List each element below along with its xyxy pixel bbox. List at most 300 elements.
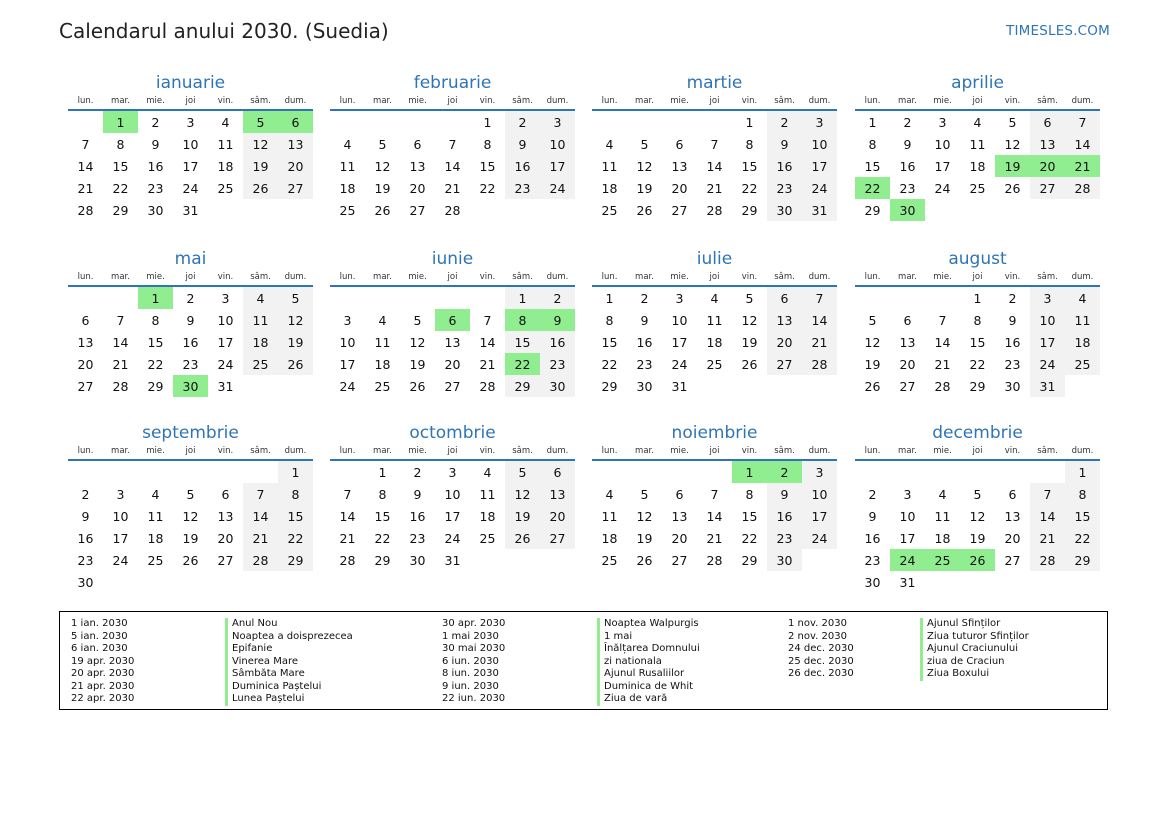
day-cell: 13 [899, 334, 916, 350]
day-cell: 13 [278, 133, 313, 155]
weekday-label: lun. [855, 96, 890, 110]
day-cell: 19 [409, 356, 426, 372]
day-cell: 22 [147, 356, 164, 372]
day-cell: 21 [77, 180, 94, 196]
empty-cell [68, 460, 103, 483]
empty-cell [470, 549, 505, 571]
day-cell: 3 [1030, 286, 1065, 309]
day-cell: 21 [479, 356, 496, 372]
day-cell: 12 [741, 312, 758, 328]
day-cell: 14 [1065, 133, 1100, 155]
day-cell: 4 [938, 486, 947, 502]
month-calendar [68, 424, 313, 593]
day-cell: 9 [767, 133, 802, 155]
empty-cell [890, 286, 925, 309]
day-cell: 11 [374, 334, 391, 350]
day-cell: 28 [706, 202, 723, 218]
empty-cell [173, 571, 208, 593]
day-cell: 14 [706, 508, 723, 524]
day-cell: 8 [868, 136, 877, 152]
day-cell: 22 [479, 180, 496, 196]
day-cell: 3 [802, 110, 837, 133]
day-cell: 14 [706, 158, 723, 174]
holiday-date: 1 nov. 2030 [788, 618, 847, 629]
weekday-label: vin. [208, 446, 243, 460]
day-cell: 20 [1004, 530, 1021, 546]
empty-cell [995, 571, 1030, 593]
day-cell: 6 [413, 136, 422, 152]
day-cell: 24 [540, 177, 575, 199]
day-cell: 17 [217, 334, 234, 350]
weekday-label: dum. [540, 272, 575, 286]
day-cell: 26 [960, 549, 995, 571]
day-cell: 21 [706, 530, 723, 546]
month-table [855, 96, 1100, 221]
day-cell: 12 [1004, 136, 1021, 152]
day-cell: 10 [444, 486, 461, 502]
day-cell: 3 [186, 114, 195, 130]
holiday-dates-column [788, 618, 854, 681]
day-cell: 27 [671, 202, 688, 218]
weekday-label: mie. [662, 96, 697, 110]
month-calendar [330, 74, 575, 221]
weekday-label: mar. [103, 272, 138, 286]
holiday-name: 1 mai [597, 631, 700, 644]
weekday-label: vin. [470, 272, 505, 286]
day-cell: 15 [505, 331, 540, 353]
weekday-label: joi [960, 272, 995, 286]
day-cell: 24 [934, 180, 951, 196]
day-cell: 8 [605, 312, 614, 328]
day-cell: 20 [899, 356, 916, 372]
day-cell: 15 [374, 508, 391, 524]
day-cell: 20 [1030, 155, 1065, 177]
empty-cell [400, 110, 435, 133]
holiday-name: Duminica de Whit [597, 681, 700, 694]
day-cell: 2 [413, 464, 422, 480]
day-cell: 27 [540, 527, 575, 549]
month-calendar [855, 74, 1100, 221]
day-cell: 12 [636, 508, 653, 524]
day-cell: 4 [243, 286, 278, 309]
holiday-name: Ajunul Sfinților [920, 618, 1029, 631]
day-cell: 22 [741, 180, 758, 196]
day-cell: 12 [182, 508, 199, 524]
month-table [330, 96, 575, 221]
month-name: aprilie [951, 73, 1004, 93]
day-cell: 16 [409, 508, 426, 524]
weekday-label: mar. [365, 446, 400, 460]
month-name: mai [174, 249, 207, 269]
day-cell: 4 [605, 486, 614, 502]
weekday-label: lun. [330, 446, 365, 460]
day-cell: 21 [934, 356, 951, 372]
weekday-label: dum. [278, 272, 313, 286]
day-cell: 7 [483, 312, 492, 328]
day-cell: 7 [243, 483, 278, 505]
day-cell: 21 [1030, 527, 1065, 549]
day-cell: 24 [339, 378, 356, 394]
day-cell: 4 [343, 136, 352, 152]
day-cell: 13 [409, 158, 426, 174]
day-cell: 4 [973, 114, 982, 130]
day-cell: 23 [767, 177, 802, 199]
weekday-label: mie. [662, 272, 697, 286]
empty-cell [103, 460, 138, 483]
day-cell: 5 [868, 312, 877, 328]
day-cell: 15 [741, 158, 758, 174]
day-cell: 27 [1004, 552, 1021, 568]
day-cell: 18 [339, 180, 356, 196]
day-cell: 27 [899, 378, 916, 394]
day-cell: 9 [505, 133, 540, 155]
empty-cell [1030, 199, 1065, 221]
day-cell: 28 [479, 378, 496, 394]
day-cell: 1 [505, 286, 540, 309]
day-cell: 23 [540, 353, 575, 375]
day-cell: 24 [444, 530, 461, 546]
holiday-date: 20 apr. 2030 [71, 668, 135, 679]
holiday-date: 2 nov. 2030 [788, 630, 847, 642]
day-cell: 14 [243, 505, 278, 527]
day-cell: 18 [243, 331, 278, 353]
day-cell: 22 [278, 527, 313, 549]
weekday-label: dum. [278, 96, 313, 110]
day-cell: 6 [278, 110, 313, 133]
weekday-label: sâm. [767, 272, 802, 286]
weekday-label: lun. [855, 272, 890, 286]
day-cell: 13 [671, 158, 688, 174]
empty-cell [1030, 460, 1065, 483]
day-cell: 16 [182, 334, 199, 350]
holiday-date: 8 iun. 2030 [442, 668, 499, 679]
weekday-label: mar. [365, 272, 400, 286]
day-cell: 5 [413, 312, 422, 328]
day-cell: 2 [81, 486, 90, 502]
day-cell: 16 [540, 331, 575, 353]
day-cell: 25 [339, 202, 356, 218]
day-cell: 1 [868, 114, 877, 130]
day-cell: 8 [505, 309, 540, 331]
day-cell: 11 [479, 486, 496, 502]
day-cell: 23 [77, 552, 94, 568]
day-cell: 19 [182, 530, 199, 546]
day-cell: 15 [278, 505, 313, 527]
day-cell: 6 [767, 286, 802, 309]
day-cell: 8 [745, 136, 754, 152]
holiday-date: 9 iun. 2030 [442, 680, 499, 692]
day-cell: 7 [710, 136, 719, 152]
month-table [330, 446, 575, 571]
empty-cell [960, 571, 995, 593]
weekday-label: mar. [890, 96, 925, 110]
empty-cell [365, 110, 400, 133]
day-cell: 19 [374, 180, 391, 196]
holiday-date: 30 apr. 2030 [442, 618, 506, 629]
weekday-label: sâm. [243, 96, 278, 110]
day-cell: 19 [864, 356, 881, 372]
weekday-label: dum. [540, 96, 575, 110]
day-cell: 18 [969, 158, 986, 174]
day-cell: 27 [444, 378, 461, 394]
day-cell: 23 [1004, 356, 1021, 372]
weekday-label: sâm. [767, 96, 802, 110]
day-cell: 27 [767, 353, 802, 375]
empty-cell [278, 199, 313, 221]
day-cell: 30 [890, 199, 925, 221]
holiday-date: 19 apr. 2030 [71, 655, 135, 667]
day-cell: 18 [374, 356, 391, 372]
holiday-name: Epifanie [225, 643, 353, 656]
day-cell: 1 [278, 460, 313, 483]
day-cell: 27 [671, 552, 688, 568]
day-cell: 6 [81, 312, 90, 328]
day-cell: 2 [540, 286, 575, 309]
weekday-label: joi [960, 446, 995, 460]
weekday-label: vin. [208, 272, 243, 286]
weekday-label: joi [435, 446, 470, 460]
empty-cell [208, 571, 243, 593]
day-cell: 9 [186, 312, 195, 328]
empty-cell [278, 375, 313, 397]
day-cell: 11 [339, 158, 356, 174]
day-cell: 26 [636, 202, 653, 218]
empty-cell [925, 286, 960, 309]
day-cell: 27 [1030, 177, 1065, 199]
day-cell: 20 [444, 356, 461, 372]
site-logo-link[interactable]: TIMESLES.COM [1006, 23, 1110, 39]
weekday-label: sâm. [1030, 272, 1065, 286]
holiday-name: Înălțarea Domnului [597, 643, 700, 656]
day-cell: 11 [601, 508, 618, 524]
day-cell: 9 [151, 136, 160, 152]
month-name: august [948, 249, 1007, 269]
day-cell: 2 [151, 114, 160, 130]
page-title: Calendarul anului 2030. (Suedia) [59, 19, 389, 43]
weekday-label: lun. [68, 272, 103, 286]
weekday-label: sâm. [505, 96, 540, 110]
day-cell: 6 [221, 486, 230, 502]
day-cell: 30 [173, 375, 208, 397]
day-cell: 19 [995, 155, 1030, 177]
weekday-label: mar. [103, 96, 138, 110]
day-cell: 8 [1065, 483, 1100, 505]
day-cell: 25 [243, 353, 278, 375]
month-name: februarie [413, 73, 492, 93]
day-cell: 21 [802, 331, 837, 353]
day-cell: 1 [732, 460, 767, 483]
empty-cell [173, 460, 208, 483]
month-name: septembrie [142, 423, 239, 443]
day-cell: 17 [112, 530, 129, 546]
day-cell: 26 [182, 552, 199, 568]
day-cell: 15 [864, 158, 881, 174]
holiday-name: Anul Nou [225, 618, 353, 631]
empty-cell [208, 199, 243, 221]
weekday-label: sâm. [1030, 446, 1065, 460]
day-cell: 11 [601, 158, 618, 174]
weekday-label: vin. [470, 96, 505, 110]
holiday-name: Ajunul Craciunului [920, 643, 1029, 656]
day-cell: 12 [409, 334, 426, 350]
day-cell: 9 [903, 136, 912, 152]
day-cell: 22 [601, 356, 618, 372]
day-cell: 2 [186, 290, 195, 306]
day-cell: 24 [802, 527, 837, 549]
day-cell: 12 [505, 483, 540, 505]
weekday-label: lun. [592, 446, 627, 460]
holiday-date: 21 apr. 2030 [71, 680, 135, 692]
weekday-label: vin. [732, 446, 767, 460]
day-cell: 20 [217, 530, 234, 546]
day-cell: 26 [505, 527, 540, 549]
day-cell: 2 [1008, 290, 1017, 306]
month-name: noiembrie [671, 423, 758, 443]
day-cell: 8 [973, 312, 982, 328]
holiday-name: Vinerea Mare [225, 656, 353, 669]
weekday-label: mie. [925, 96, 960, 110]
day-cell: 30 [1004, 378, 1021, 394]
weekday-label: vin. [995, 272, 1030, 286]
day-cell: 26 [243, 177, 278, 199]
day-cell: 15 [112, 158, 129, 174]
day-cell: 10 [1030, 309, 1065, 331]
weekday-label: sâm. [767, 446, 802, 460]
day-cell: 10 [217, 312, 234, 328]
day-cell: 3 [938, 114, 947, 130]
day-cell: 29 [278, 549, 313, 571]
day-cell: 7 [81, 136, 90, 152]
day-cell: 31 [444, 552, 461, 568]
day-cell: 17 [802, 505, 837, 527]
empty-cell [1065, 571, 1100, 593]
day-cell: 17 [671, 334, 688, 350]
day-cell: 18 [479, 508, 496, 524]
day-cell: 26 [636, 552, 653, 568]
weekday-label: mie. [662, 446, 697, 460]
day-cell: 7 [938, 312, 947, 328]
day-cell: 10 [182, 136, 199, 152]
weekday-label: mie. [400, 96, 435, 110]
holiday-date: 6 iun. 2030 [442, 655, 499, 667]
weekday-label: sâm. [1030, 96, 1065, 110]
day-cell: 19 [505, 505, 540, 527]
empty-cell [890, 460, 925, 483]
month-calendar [855, 250, 1100, 397]
weekday-label: mar. [627, 272, 662, 286]
day-cell: 29 [969, 378, 986, 394]
day-cell: 28 [1065, 177, 1100, 199]
weekday-label: mar. [103, 446, 138, 460]
empty-cell [995, 199, 1030, 221]
day-cell: 13 [540, 483, 575, 505]
month-calendar [330, 250, 575, 397]
day-cell: 10 [802, 483, 837, 505]
day-cell: 23 [636, 356, 653, 372]
empty-cell [540, 549, 575, 571]
weekday-label: lun. [68, 96, 103, 110]
day-cell: 20 [540, 505, 575, 527]
day-cell: 29 [741, 202, 758, 218]
day-cell: 4 [151, 486, 160, 502]
month-calendar [68, 250, 313, 397]
day-cell: 19 [278, 331, 313, 353]
empty-cell [243, 571, 278, 593]
month-calendar [592, 424, 837, 571]
day-cell: 24 [671, 356, 688, 372]
holiday-names-column [920, 618, 1029, 681]
holiday-name: Noaptea Walpurgis [597, 618, 700, 631]
day-cell: 22 [374, 530, 391, 546]
holiday-date: 24 dec. 2030 [788, 643, 854, 654]
day-cell: 25 [601, 552, 618, 568]
day-cell: 25 [1065, 353, 1100, 375]
day-cell: 24 [217, 356, 234, 372]
day-cell: 7 [116, 312, 125, 328]
day-cell: 18 [934, 530, 951, 546]
day-cell: 23 [505, 177, 540, 199]
weekday-label: mie. [400, 446, 435, 460]
month-table [330, 272, 575, 397]
day-cell: 17 [339, 356, 356, 372]
day-cell: 25 [479, 530, 496, 546]
day-cell: 23 [409, 530, 426, 546]
holiday-name: Ajunul Rusaliilor [597, 668, 700, 681]
empty-cell [767, 375, 802, 397]
day-cell: 15 [1065, 505, 1100, 527]
weekday-label: lun. [592, 272, 627, 286]
empty-cell [243, 199, 278, 221]
day-cell: 22 [969, 356, 986, 372]
holiday-date: 1 mai 2030 [442, 630, 499, 642]
day-cell: 27 [217, 552, 234, 568]
day-cell: 5 [243, 110, 278, 133]
empty-cell [505, 199, 540, 221]
empty-cell [103, 286, 138, 309]
holiday-name: Noaptea a doisprezecea [225, 631, 353, 644]
day-cell: 29 [374, 552, 391, 568]
day-cell: 30 [636, 378, 653, 394]
day-cell: 6 [435, 309, 470, 331]
day-cell: 10 [112, 508, 129, 524]
day-cell: 5 [745, 290, 754, 306]
day-cell: 7 [802, 286, 837, 309]
day-cell: 26 [374, 202, 391, 218]
day-cell: 22 [505, 353, 540, 375]
day-cell: 18 [601, 180, 618, 196]
day-cell: 13 [217, 508, 234, 524]
weekday-label: joi [173, 272, 208, 286]
day-cell: 17 [444, 508, 461, 524]
day-cell: 19 [636, 180, 653, 196]
day-cell: 11 [1065, 309, 1100, 331]
day-cell: 10 [339, 334, 356, 350]
empty-cell [103, 571, 138, 593]
day-cell: 1 [745, 114, 754, 130]
empty-cell [925, 571, 960, 593]
day-cell: 4 [378, 312, 387, 328]
day-cell: 5 [640, 486, 649, 502]
weekday-label: lun. [330, 272, 365, 286]
day-cell: 7 [448, 136, 457, 152]
empty-cell [1065, 375, 1100, 397]
weekday-label: vin. [470, 446, 505, 460]
day-cell: 22 [1065, 527, 1100, 549]
day-cell: 17 [934, 158, 951, 174]
day-cell: 26 [1004, 180, 1021, 196]
empty-cell [243, 375, 278, 397]
day-cell: 30 [409, 552, 426, 568]
